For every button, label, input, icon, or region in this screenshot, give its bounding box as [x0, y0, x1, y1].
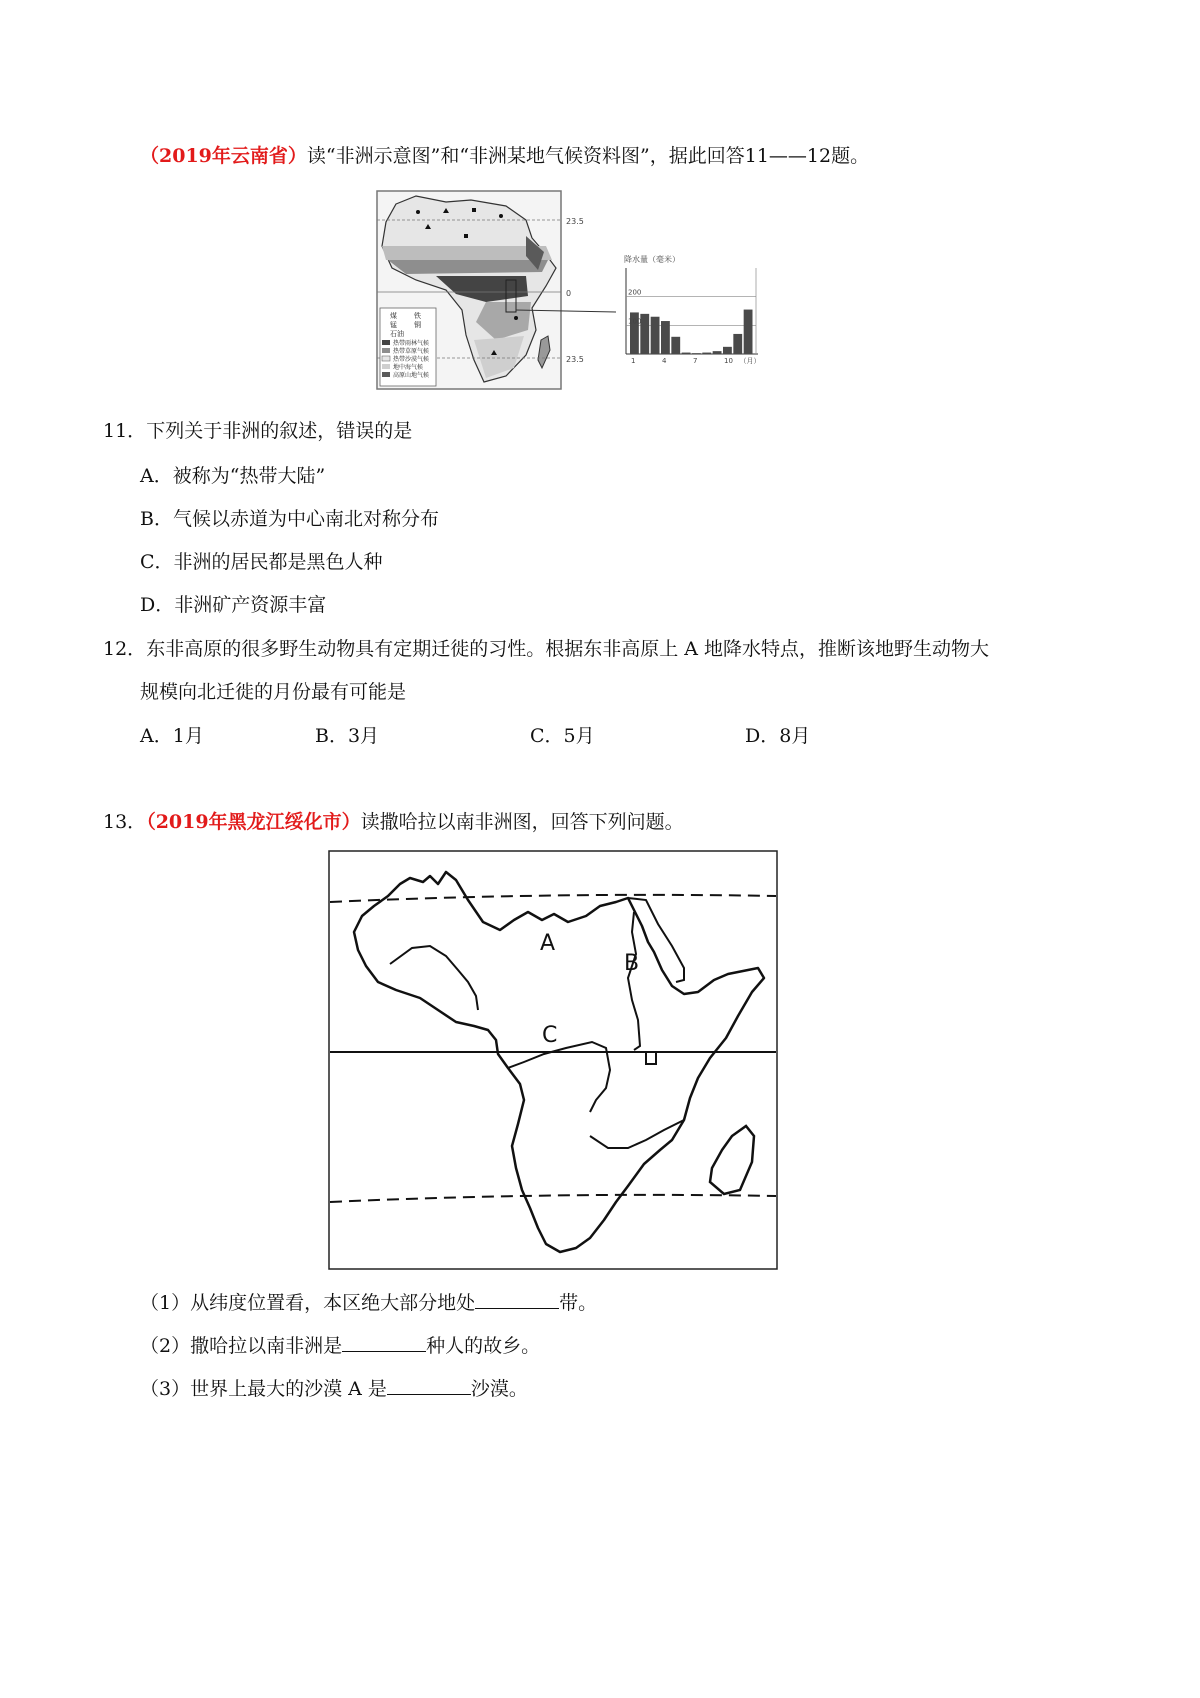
option-label: D．	[140, 594, 175, 616]
map-lat-south: 23.5	[566, 355, 584, 364]
chart-y-tick-label: 100	[628, 317, 642, 326]
figure-subsaharan-africa-map	[328, 850, 780, 1277]
option-text: 8月	[779, 725, 811, 747]
q12-text1: 东非高原的很多野生动物具有定期迁徙的习性。根据东非高原上 A 地降水特点，推断该地野生动物大	[146, 638, 989, 660]
q11-option-d[interactable]	[140, 592, 326, 618]
legend-savanna: 热带草原气候	[393, 348, 430, 355]
legend-manganese: 锰	[390, 321, 397, 329]
q11-stem	[103, 418, 412, 444]
sub1-prefix: （1）从纬度位置看，本区绝大部分地处	[140, 1292, 476, 1314]
q13-stem	[103, 809, 684, 835]
intro-line	[140, 143, 869, 169]
chart-title: 降水量（毫米）	[624, 255, 680, 264]
sub3-prefix: （3）世界上最大的沙漠 A 是	[140, 1378, 387, 1400]
chart-bar-month-3	[651, 317, 660, 354]
legend-mediterranean: 地中海气候	[393, 364, 424, 371]
legend-desert: 热带沙漠气候	[393, 356, 430, 363]
q13-text: 读撒哈拉以南非洲图，回答下列问题。	[360, 811, 684, 833]
q12-option-c[interactable]	[530, 723, 595, 749]
q12-stem-line2: 规模向北迁徙的月份最有可能是	[140, 681, 407, 703]
option-text: 非洲的居民都是黑色人种	[173, 551, 383, 573]
q12-number: 12．	[103, 638, 147, 660]
q11-number: 11．	[103, 420, 147, 442]
legend-coal: 煤	[390, 312, 397, 320]
option-label: D．	[745, 725, 780, 747]
chart-bar-month-7	[692, 353, 701, 354]
map-label-a: A	[540, 931, 556, 956]
option-label: C．	[530, 725, 564, 747]
q12-stem-line1	[103, 636, 989, 662]
option-text: 气候以赤道为中心南北对称分布	[172, 508, 439, 530]
sub2-prefix: （2）撒哈拉以南非洲是	[140, 1335, 343, 1357]
chart-y-tick-label: 200	[628, 288, 642, 297]
map-lat-north: 23.5	[566, 217, 584, 226]
q13-number: 13．	[103, 811, 147, 833]
sub3-suffix: 沙漠。	[470, 1378, 528, 1400]
option-text: 非洲矿产资源丰富	[174, 594, 327, 616]
q11-option-a[interactable]	[140, 463, 325, 489]
q13-sub2	[140, 1333, 540, 1359]
chart-bar-month-12	[744, 310, 753, 354]
chart-bar-month-10	[723, 347, 732, 354]
legend-copper: 铜	[414, 321, 421, 329]
q13-sub1	[140, 1290, 597, 1316]
chart-x-tick-label: 10	[724, 357, 733, 365]
sub3-answer-blank[interactable]	[387, 1376, 471, 1395]
map-lat-equator: 0	[566, 289, 572, 298]
chart-bar-month-2	[640, 314, 649, 354]
q11-option-b[interactable]	[140, 506, 439, 532]
chart-bar-month-8	[702, 353, 711, 354]
option-text: 被称为“热带大陆”	[172, 465, 326, 487]
legend-iron: 铁	[414, 312, 421, 320]
chart-bar-month-6	[682, 353, 691, 354]
q12-option-d[interactable]	[745, 723, 810, 749]
legend-rainforest: 热带雨林气候	[393, 340, 430, 347]
map-legend	[380, 308, 436, 386]
chart-x-tick-label: 4	[662, 357, 667, 365]
option-label: B．	[315, 725, 348, 747]
sub1-answer-blank[interactable]	[475, 1290, 559, 1309]
chart-bar-month-11	[733, 334, 742, 354]
chart-x-tick-label: 7	[693, 357, 698, 365]
climate-chart	[616, 252, 766, 368]
option-text: 5月	[563, 725, 595, 747]
map-label-b: B	[624, 951, 640, 976]
sub1-suffix: 带。	[559, 1292, 598, 1314]
option-label: A．	[140, 465, 173, 487]
chart-bar-month-9	[713, 351, 722, 354]
intro-text: 读“非洲示意图”和“非洲某地气候资料图”，据此回答11——12题。	[306, 145, 870, 167]
q11-text: 下列关于非洲的叙述，错误的是	[146, 420, 413, 442]
intro-source: （2019年云南省）	[140, 145, 307, 167]
sub2-answer-blank[interactable]	[342, 1333, 426, 1352]
chart-bar-month-4	[661, 321, 670, 354]
chart-x-tick-label: 1	[631, 357, 636, 365]
q13-source: （2019年黑龙江绥化市）	[146, 811, 361, 833]
chart-x-tick-label: （月）	[739, 357, 761, 365]
option-label: A．	[140, 725, 173, 747]
option-label: C．	[140, 551, 174, 573]
chart-bar-month-5	[671, 337, 680, 354]
q12-option-b[interactable]	[315, 723, 379, 749]
q13-sub3	[140, 1376, 528, 1402]
legend-highland: 高原山地气候	[393, 372, 430, 379]
africa-outline-map	[328, 850, 780, 1272]
legend-oil: 石油	[390, 330, 404, 338]
option-text: 1月	[172, 725, 204, 747]
option-text: 3月	[347, 725, 380, 747]
sub2-suffix: 种人的故乡。	[426, 1335, 541, 1357]
map-label-c: C	[542, 1023, 558, 1048]
option-label: B．	[140, 508, 173, 530]
q12-option-a[interactable]	[140, 723, 204, 749]
q11-option-c[interactable]	[140, 549, 383, 575]
figure-africa-climate	[376, 190, 766, 397]
